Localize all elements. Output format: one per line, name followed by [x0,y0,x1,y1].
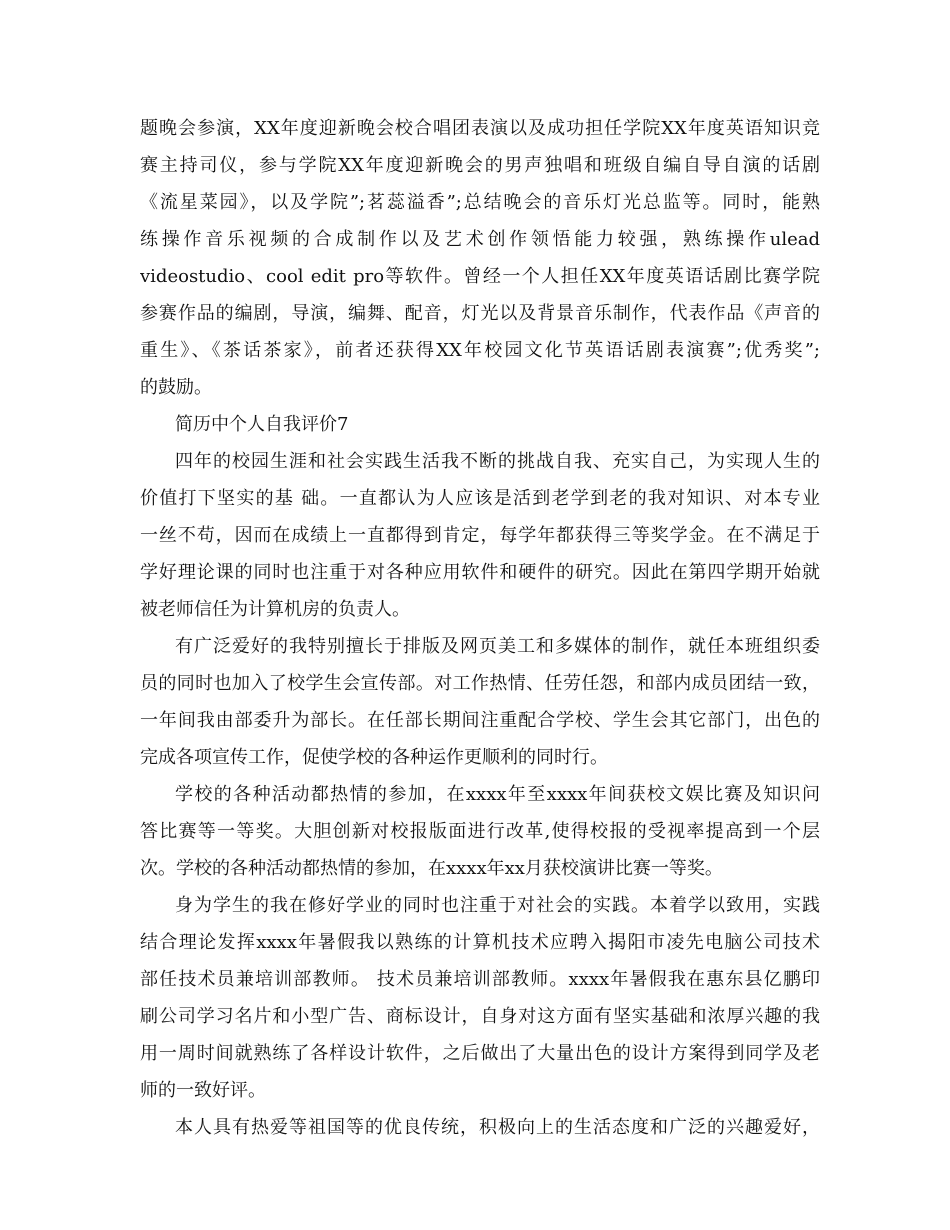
text-line: 题晚会参演，XX年度迎新晚会校合唱团表演以及成功担任学院XX年度英语知识竞 [140,118,820,139]
text-line: 赛主持司仪，参与学院XX年度迎新晚会的男声独唱和班级自编自导自演的话剧 [140,155,820,176]
text-line: 结合理论发挥xxxx年暑假我以熟练的计算机技术应聘入揭阳市凌先电脑公司技术 [140,932,820,953]
text-line: videostudio、cool edit pro等软件。曾经一个人担任XX年度英语话剧比赛学院 [140,266,820,287]
text-line: 用一周时间就熟练了各样设计软件，之后做出了大量出色的设计方案得到同学及老 [140,1043,820,1064]
text-line: 重生》、《茶话茶家》，前者还获得XX年校园文化节英语话剧表演赛”;优秀奖”; [140,340,820,361]
text-line: 有广泛爱好的我特别擅长于排版及网页美工和多媒体的制作，就任本班组织委 [175,636,820,657]
text-line: 师的一致好评。 [140,1080,266,1101]
text-line: 一丝不苟，因而在成绩上一直都得到肯定，每学年都获得三等奖学金。在不满足于 [140,525,820,546]
text-line: 刷公司学习名片和小型广告、商标设计，自身对这方面有坚实基础和浓厚兴趣的我 [140,1006,820,1027]
text-line: 《流星菜园》，以及学院”;茗蕊溢香”;总结晚会的音乐灯光总监等。同时，能熟 [140,192,820,213]
section-heading: 简历中个人自我评价7 [175,414,349,435]
text-line: 员的同时也加入了校学生会宣传部。对工作热情、任劳任怨，和部内成员团结一致， [140,673,820,694]
text-line: 答比赛等一等奖。大胆创新对校报版面进行改革,使得校报的受视率提高到一个层 [140,821,820,842]
text-line: 学好理论课的同时也注重于对各种应用软件和硬件的研究。因此在第四学期开始就 [140,562,820,583]
text-line: 身为学生的我在修好学业的同时也注重于对社会的实践。本着学以致用，实践 [175,895,820,916]
text-line: 本人具有热爱等祖国等的优良传统，积极向上的生活态度和广泛的兴趣爱好， [175,1117,820,1138]
text-line: 完成各项宣传工作，促使学校的各种运作更顺利的同时行。 [140,747,608,768]
text-line: 被老师信任为计算机房的负责人。 [140,599,410,620]
text-line: 次。学校的各种活动都热情的参加，在xxxx年xx月获校演讲比赛一等奖。 [140,858,723,879]
text-line: 的鼓励。 [140,377,212,398]
text-line: 部任技术员兼培训部教师。 技术员兼培训部教师。xxxx年暑假我在惠东县亿鹏印 [140,969,820,990]
text-line: 练操作音乐视频的合成制作以及艺术创作领悟能力较强，熟练操作ulead [140,229,820,250]
text-line: 价值打下坚实的基 础。一直都认为人应该是活到老学到老的我对知识、对本专业 [140,488,820,509]
text-line: 学校的各种活动都热情的参加，在xxxx年至xxxx年间获校文娱比赛及知识问 [175,784,820,805]
text-line: 一年间我由部委升为部长。在任部长期间注重配合学校、学生会其它部门，出色的 [140,710,820,731]
text-line: 四年的校园生涯和社会实践生活我不断的挑战自我、充实自己，为实现人生的 [175,451,820,472]
text-line: 参赛作品的编剧，导演，编舞、配音，灯光以及背景音乐制作，代表作品《声音的 [140,303,820,324]
